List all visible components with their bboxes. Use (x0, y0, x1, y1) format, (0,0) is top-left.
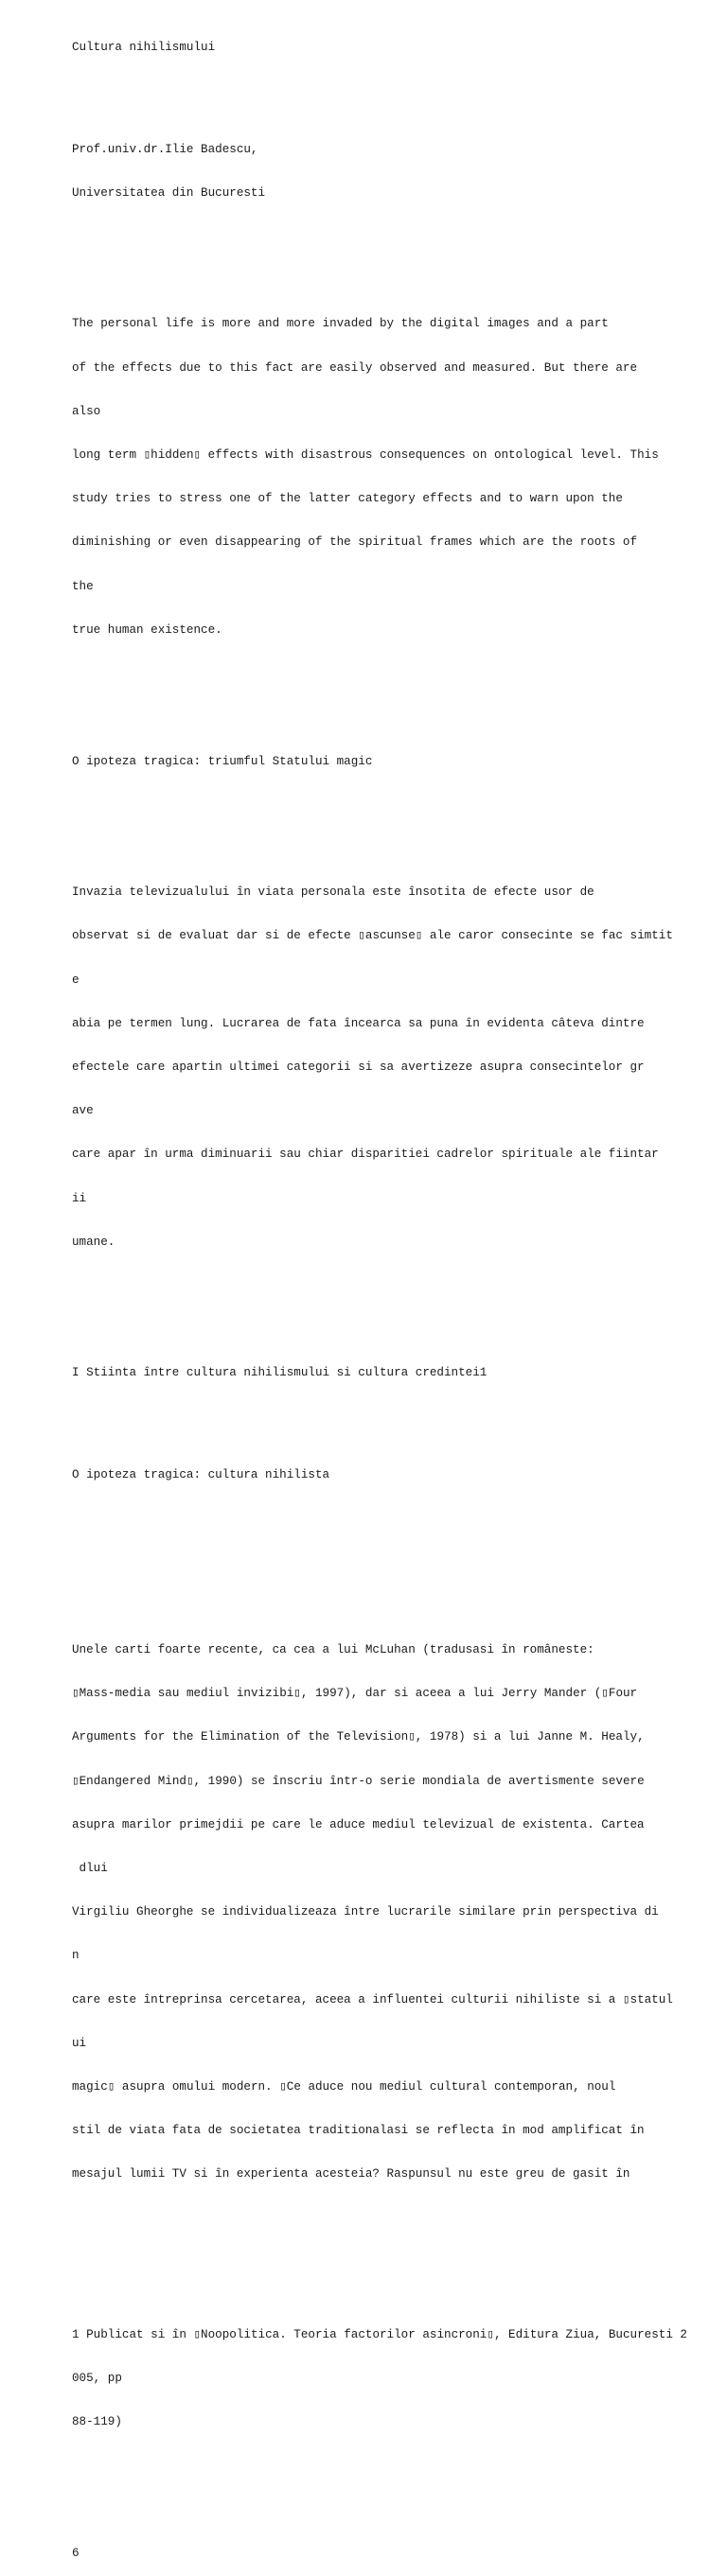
spacer (72, 696, 716, 710)
text-line: e (72, 973, 80, 987)
text-line: of the effects due to this fact are easily observed and measured. But there are (72, 360, 638, 375)
text-line: long term ▯hidden▯ effects with disastrous consequences on ontological level. This (72, 448, 659, 463)
abstract-romanian (72, 856, 716, 1279)
text-line: ave (72, 1104, 94, 1118)
text-line: the (72, 579, 94, 593)
text-line: efectele care apartin ultimei categorii si sa avertizeze asupra consecintelor gr (72, 1060, 645, 1074)
spacer (72, 1556, 716, 1570)
text-line: magic▯ asupra omului modern. ▯Ce aduce nou mediul cultural contemporan, noul (72, 2080, 616, 2094)
text-line: stil de viata fata de societatea traditionalasi se reflecta în mod amplificat în (72, 2124, 645, 2138)
text-line: 88-119) (72, 2415, 122, 2429)
spacer (72, 2488, 716, 2502)
text-line: care este întreprinsa cercetarea, aceea a influentei culturii nihiliste si a ▯statul (72, 1992, 673, 2006)
text-line: Arguments for the Elimination of the Television▯, 1978) si a lui Janne M. Healy, (72, 1730, 645, 1744)
abstract-english (72, 289, 716, 667)
text-line: dlui (72, 1862, 108, 1876)
text-line: 005, pp (72, 2372, 122, 2386)
text-line: abia pe termen lung. Lucrarea de fata încearca sa puna în evidenta câteva dintre (72, 1016, 645, 1030)
footnote (72, 2299, 716, 2459)
text-line: ▯Endangered Mind▯, 1990) se înscriu într-o serie mondiala de avertismente severe (72, 1774, 645, 1788)
text-line: The personal life is more and more invaded by the digital images and a part (72, 317, 609, 331)
text-line: Invazia televizualului în viata personala este însotita de efecte usor de (72, 885, 594, 900)
text-line: Unele carti foarte recente, ca cea a lui McLuhan (tradusasi în româneste: (72, 1643, 594, 1657)
text-line: true human existence. (72, 622, 222, 637)
spacer (72, 1512, 716, 1526)
text-line: asupra marilor primejdii pe care le aduce mediul televizual de existenta. Cartea (72, 1817, 645, 1831)
text-line: ii (72, 1191, 87, 1205)
author-affiliation: Universitatea din Bucuresti (72, 185, 266, 200)
page-number: 6 (72, 2546, 80, 2560)
text-line: 1 Publicat si în ▯Noopolitica. Teoria factorilor asincroni▯, Editura Ziua, Bucuresti 2 (72, 2327, 687, 2341)
document-page (72, 11, 716, 2576)
text-line: also (72, 404, 101, 418)
text-line: Virgiliu Gheorghe se individualizeaza între lucrarile similare prin perspectiva di (72, 1905, 659, 1919)
text-line: mesajul lumii TV si în experienta acesteia? Raspunsul nu este greu de gasit în (72, 2167, 630, 2182)
section-heading: O ipoteza tragica: triumful Statului magic (72, 754, 373, 768)
text-line: umane. (72, 1235, 115, 1249)
section-heading: I Stiinta între cultura nihilismului si cultura credintei1 (72, 1366, 488, 1380)
text-line: n (72, 1949, 80, 1963)
spacer (72, 84, 716, 98)
section-heading: O ipoteza tragica: cultura nihilista (72, 1468, 330, 1482)
spacer (72, 1308, 716, 1323)
text-line: ui (72, 2036, 87, 2050)
spacer (72, 1411, 716, 1425)
text-line: observat si de evaluat dar si de efecte ▯ascunse▯ ale caror consecinte se fac simtit (72, 929, 673, 943)
spacer (72, 2240, 716, 2254)
spacer (72, 798, 716, 813)
document-title: Cultura nihilismului (72, 40, 216, 54)
text-line: study tries to stress one of the latter category effects and to warn upon the (72, 492, 623, 506)
text-line: diminishing or even disappearing of the spiritual frames which are the roots of (72, 535, 638, 550)
text-line: ▯Mass-media sau mediul invizibi▯, 1997), dar si aceea a lui Jerry Mander (▯Four (72, 1687, 638, 1701)
author-name: Prof.univ.dr.Ilie Badescu, (72, 142, 258, 156)
text-line: care apar în urma diminuarii sau chiar disparitiei cadrelor spirituale ale fiintar (72, 1148, 659, 1162)
body-text (72, 1614, 716, 2211)
spacer (72, 230, 716, 244)
